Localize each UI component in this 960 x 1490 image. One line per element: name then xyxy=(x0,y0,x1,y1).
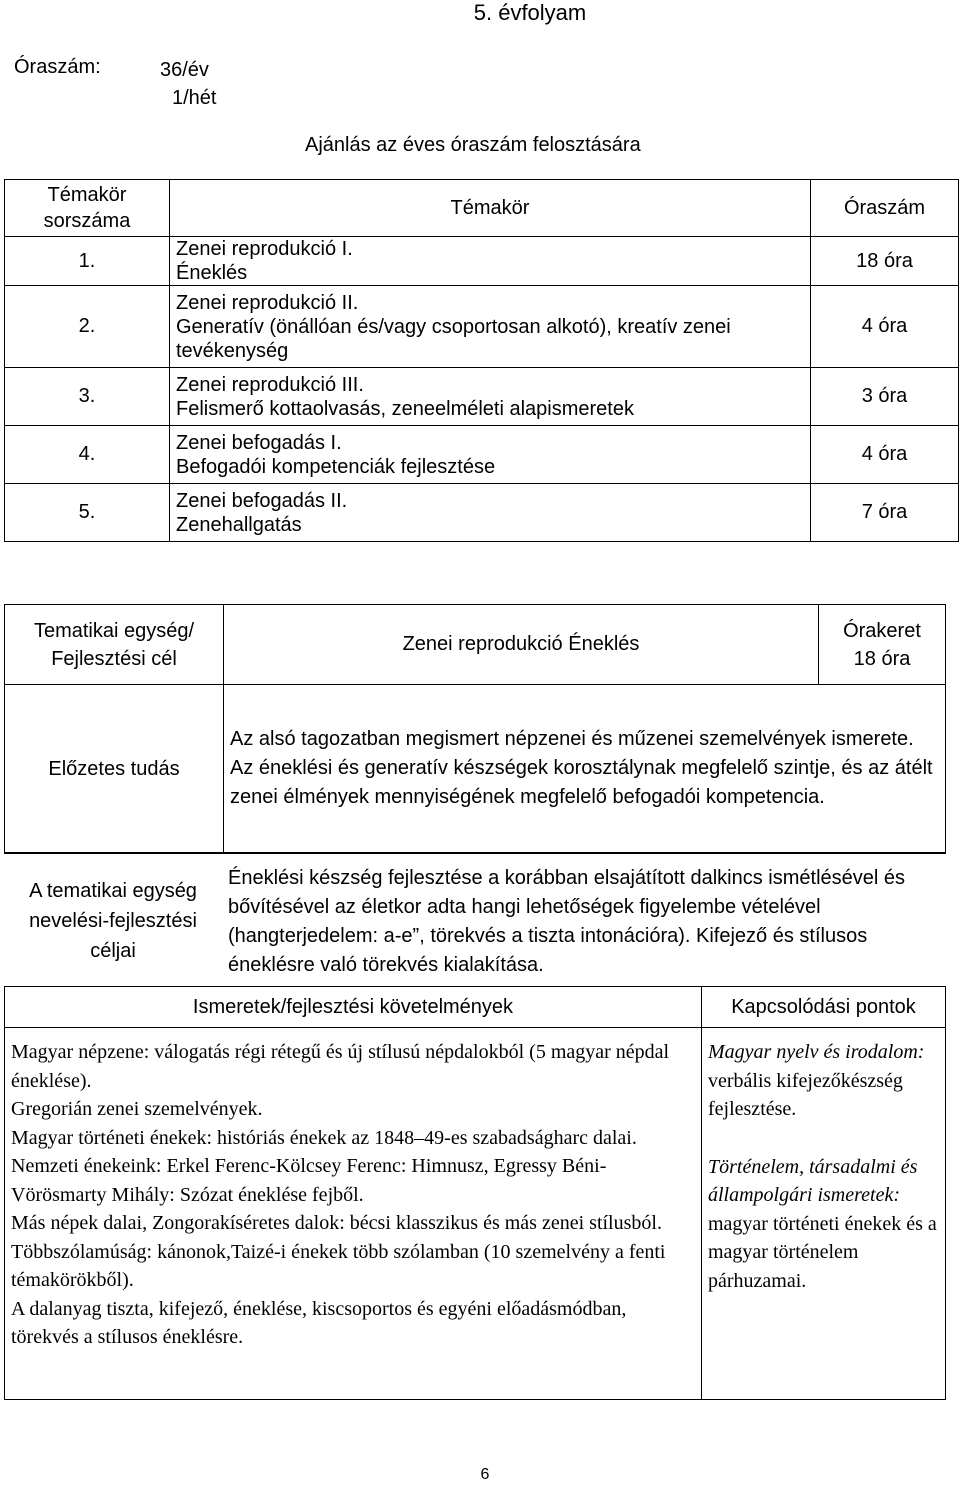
topic-hours: 7 óra xyxy=(811,484,959,542)
prior-knowledge-label: Előzetes tudás xyxy=(5,685,224,853)
topic-cell xyxy=(170,484,811,542)
connections-cell xyxy=(702,1028,946,1400)
connection-block-history xyxy=(708,1153,939,1296)
list-item: A dalanyag tiszta, kifejező, éneklése, kiscsoportos és egyéni előadásmódban, törekvés a stílusos éneklésre. xyxy=(11,1297,627,1348)
table-row xyxy=(5,237,959,286)
topic-cell xyxy=(170,237,811,286)
requirements-header: Ismeretek/fejlesztési követelmények xyxy=(5,987,702,1028)
topic-cell xyxy=(170,426,811,484)
hours-per-week: 1/hét xyxy=(172,87,217,109)
hours-per-year: 36/év xyxy=(160,59,209,81)
topic-subtitle: Felismerő kottaolvasás, zeneelméleti alapismeretek xyxy=(176,397,634,420)
topic-hours: 4 óra xyxy=(811,286,959,368)
goals-text: Éneklési készség fejlesztése a korábban elsajátított dalkincs ismétlésével és bővítésével az életkor adta hangi lehetőségek figyelembe vételével (hangterjedelem: a-e”, törekvés a tiszta intonációra). Kifejező és stílusos éneklésre való törekvés kialakítása. xyxy=(228,867,906,976)
topic-name: Zenei reprodukció I. xyxy=(176,238,353,260)
list-item: Más népek dalai, Zongorakíséretes dalok: bécsi klasszikus és más zenei stílusból. xyxy=(11,1212,662,1234)
topic-number: 2. xyxy=(5,286,170,368)
requirements-list xyxy=(5,1028,702,1400)
table-row xyxy=(5,484,959,542)
header-topic-number: Témakör sorszáma xyxy=(5,180,170,237)
hours-label: Óraszám: xyxy=(14,56,101,78)
header-hours: Óraszám xyxy=(811,180,959,237)
unit-title: Zenei reprodukció Éneklés xyxy=(224,605,819,685)
table-row xyxy=(5,426,959,484)
unit-header-row xyxy=(5,605,946,685)
connections-header: Kapcsolódási pontok xyxy=(702,987,946,1028)
topic-subtitle: Zenehallgatás xyxy=(176,513,302,536)
topics-header-row xyxy=(5,180,959,237)
prior-knowledge-text: Az alsó tagozatban megismert népzenei és műzenei szemelvények ismerete. Az éneklési és generatív készségek korosztálynak megfelelő szintje, és az átélt zenei élmények mennyiségének megfelelő befogadói kompetencia. xyxy=(224,685,946,853)
unit-frame xyxy=(819,605,946,685)
table-row xyxy=(5,286,959,368)
frame-hours: 18 óra xyxy=(853,647,911,670)
connection-subject: Történelem, társadalmi és állampolgári ismeretek: xyxy=(708,1155,918,1206)
prior-knowledge-row xyxy=(5,685,946,853)
topic-cell xyxy=(170,368,811,426)
topic-name: Zenei reprodukció III. xyxy=(176,373,364,396)
topic-name: Zenei befogadás II. xyxy=(176,489,348,512)
grade-heading: 5. évfolyam xyxy=(473,0,587,25)
topic-name: Zenei befogadás I. xyxy=(176,431,342,454)
requirements-header-row xyxy=(5,987,946,1028)
topic-number: 4. xyxy=(5,426,170,484)
hours-values xyxy=(160,56,216,112)
list-item: Többszólamúság: kánonok,Taizé-i énekek több szólamban (10 szemelvény a fenti témakörökből). xyxy=(11,1240,666,1291)
connection-block-language xyxy=(708,1038,939,1124)
recommendation-title: Ajánlás az éves óraszám felosztására xyxy=(305,134,641,156)
topic-number: 1. xyxy=(5,237,170,286)
topic-subtitle: Generatív (önállóan és/vagy csoportosan alkotó), kreatív zenei tevékenység xyxy=(176,315,731,362)
list-item: Gregorián zenei szemelvények. xyxy=(11,1098,263,1120)
topic-subtitle: Befogadói kompetenciák fejlesztése xyxy=(176,455,496,478)
topic-name: Zenei reprodukció II. xyxy=(176,291,359,314)
requirements-table xyxy=(4,986,946,1400)
goals-divider xyxy=(4,853,946,854)
topic-number: 5. xyxy=(5,484,170,542)
connection-subject: Magyar nyelv és irodalom: xyxy=(708,1041,925,1063)
list-item: Magyar történeti énekek: históriás énekek az 1848–49-es szabadságharc dalai. xyxy=(11,1126,637,1149)
topic-cell xyxy=(170,286,811,368)
page-number: 6 xyxy=(480,1466,490,1483)
unit-table xyxy=(4,604,946,853)
connection-text: magyar történeti énekek és a magyar történelem párhuzamai. xyxy=(708,1212,937,1292)
goals-label: A tematikai egység nevelési-fejlesztési céljai xyxy=(29,880,197,962)
list-item: Nemzeti énekeink: Erkel Ferenc-Kölcsey Ferenc: Himnusz, Egressy Béni-Vörösmarty Mihály: Szózat éneklése fejből. xyxy=(11,1155,607,1206)
table-row xyxy=(5,368,959,426)
connection-text: verbális kifejezőkészség fejlesztése. xyxy=(708,1069,903,1120)
topic-hours: 3 óra xyxy=(811,368,959,426)
topic-number: 3. xyxy=(5,368,170,426)
unit-label: Tematikai egység/ Fejlesztési cél xyxy=(5,605,224,685)
topic-subtitle: Éneklés xyxy=(176,262,248,284)
topics-table xyxy=(4,179,959,542)
frame-label: Órakeret xyxy=(843,619,921,642)
list-item: Magyar népzene: válogatás régi rétegű és új stílusú népdalokból (5 magyar népdal éneklése). xyxy=(11,1041,670,1092)
header-topic: Témakör xyxy=(170,180,811,237)
requirements-body-row xyxy=(5,1028,946,1400)
topic-hours: 18 óra xyxy=(811,237,959,286)
topic-hours: 4 óra xyxy=(811,426,959,484)
